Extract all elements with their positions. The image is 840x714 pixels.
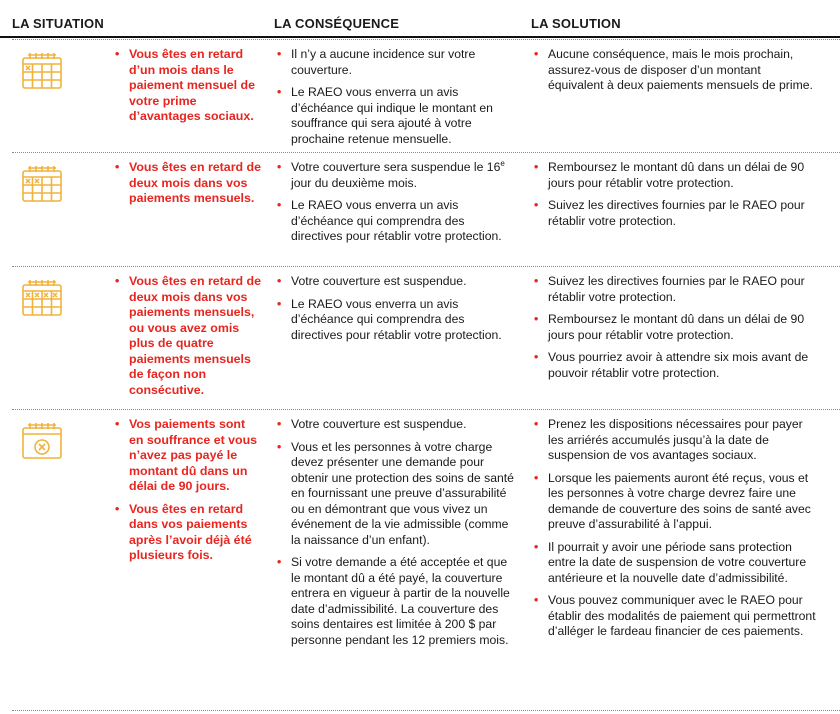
row-divider [12,710,840,711]
solution-item: • Suivez les directives fournies par le RAEO pour rétablir votre protection. [531,274,816,305]
consequence-item: • Le RAEO vous enverra un avis d’échéance qui indique le montant en souffrance qui sera ajouté à votre prochaine retenue mensuelle. [274,85,514,147]
table-row [12,267,840,407]
situation-item: • Vos paiements sont en souffrance et vous n’avez pas payé le montant dû dans un délai de 90 jours. [112,417,262,495]
solution-item: • Aucune conséquence, mais le mois prochain, assurez-vous de disposer d’un montant équivalent à deux paiements mensuels de prime. [531,47,816,94]
solution-item: • Lorsque les paiements auront été reçus, vous et les personnes à votre charge devrez faire une demande de couverture des soins de santé avec preuve d’assurabilité à l’appui. [531,471,816,533]
solution-item: • Prenez les dispositions nécessaires pour payer les arriérés accumulés jusqu’à la date de suspension de vos avantages sociaux. [531,417,816,464]
header-solution: LA SOLUTION [531,16,621,31]
situation-item: • Vous êtes en retard de deux mois dans vos paiements mensuels, ou vous avez omis plus de quatre paiements mensuels de façon non consécutive. [112,274,262,398]
solution-item: • Il pourrait y avoir une période sans protection entre la date de suspension de votre couverture antérieure et la nouvelle date d’admissibilité. [531,540,816,587]
consequence-item: • Votre couverture sera suspendue le 16e jour du deuxième mois. [274,160,514,191]
solution-item: • Remboursez le montant dû dans un délai de 90 jours pour rétablir votre protection. [531,312,816,343]
header-situation: LA SITUATION [12,16,104,31]
consequence-item: • Votre couverture est suspendue. [274,417,514,433]
table-row [12,153,840,263]
solution-item: • Suivez les directives fournies par le RAEO pour rétablir votre protection. [531,198,816,229]
calendar-four-missed-icon [20,275,64,319]
calendar-two-missed-icon [20,161,64,205]
situation-item: • Vous êtes en retard d’un mois dans le paiement mensuel de votre prime d’avantages sociaux. [112,47,262,125]
calendar-one-missed-icon [20,48,64,92]
solution-item: • Remboursez le montant dû dans un délai de 90 jours pour rétablir votre protection. [531,160,816,191]
table-row [12,410,840,710]
situation-item: • Vous êtes en retard de deux mois dans vos paiements mensuels. [112,160,262,207]
situation-item: • Vous êtes en retard dans vos paiements après l’avoir déjà été plusieurs fois. [112,502,262,564]
consequence-item: • Votre couverture est suspendue. [274,274,514,290]
consequence-item: • Vous et les personnes à votre charge devez présenter une demande pour obtenir une protection des soins de santé en fournissant une preuve d’assurabilité ou en démontrant que vous vivez un événement de la vie admissible (comme la naissance d’un enfant). [274,440,514,549]
calendar-cancel-icon [20,418,64,462]
consequence-item: • Le RAEO vous enverra un avis d’échéance qui comprendra des directives pour rétablir votre protection. [274,297,514,344]
consequence-item: • Il n’y a aucune incidence sur votre couverture. [274,47,514,78]
table-header [0,0,840,38]
consequence-item: • Le RAEO vous enverra un avis d’échéance qui comprendra des directives pour rétablir votre protection. [274,198,514,245]
consequence-item: • Si votre demande a été acceptée et que le montant dû a été payé, la couverture entrera en vigueur à partir de la nouvelle date d’admissibilité. La couverture des soins dentaires est limitée à 200 $ par personne pendant les 12 premiers mois. [274,555,514,648]
solution-item: • Vous pourriez avoir à attendre six mois avant de pouvoir rétablir votre protection. [531,350,816,381]
header-consequence: LA CONSÉQUENCE [274,16,400,31]
solution-item: • Vous pouvez communiquer avec le RAEO pour établir des modalités de paiement qui permettront d’alléger le fardeau financier de ces paiements. [531,593,816,640]
table-row [12,40,840,150]
